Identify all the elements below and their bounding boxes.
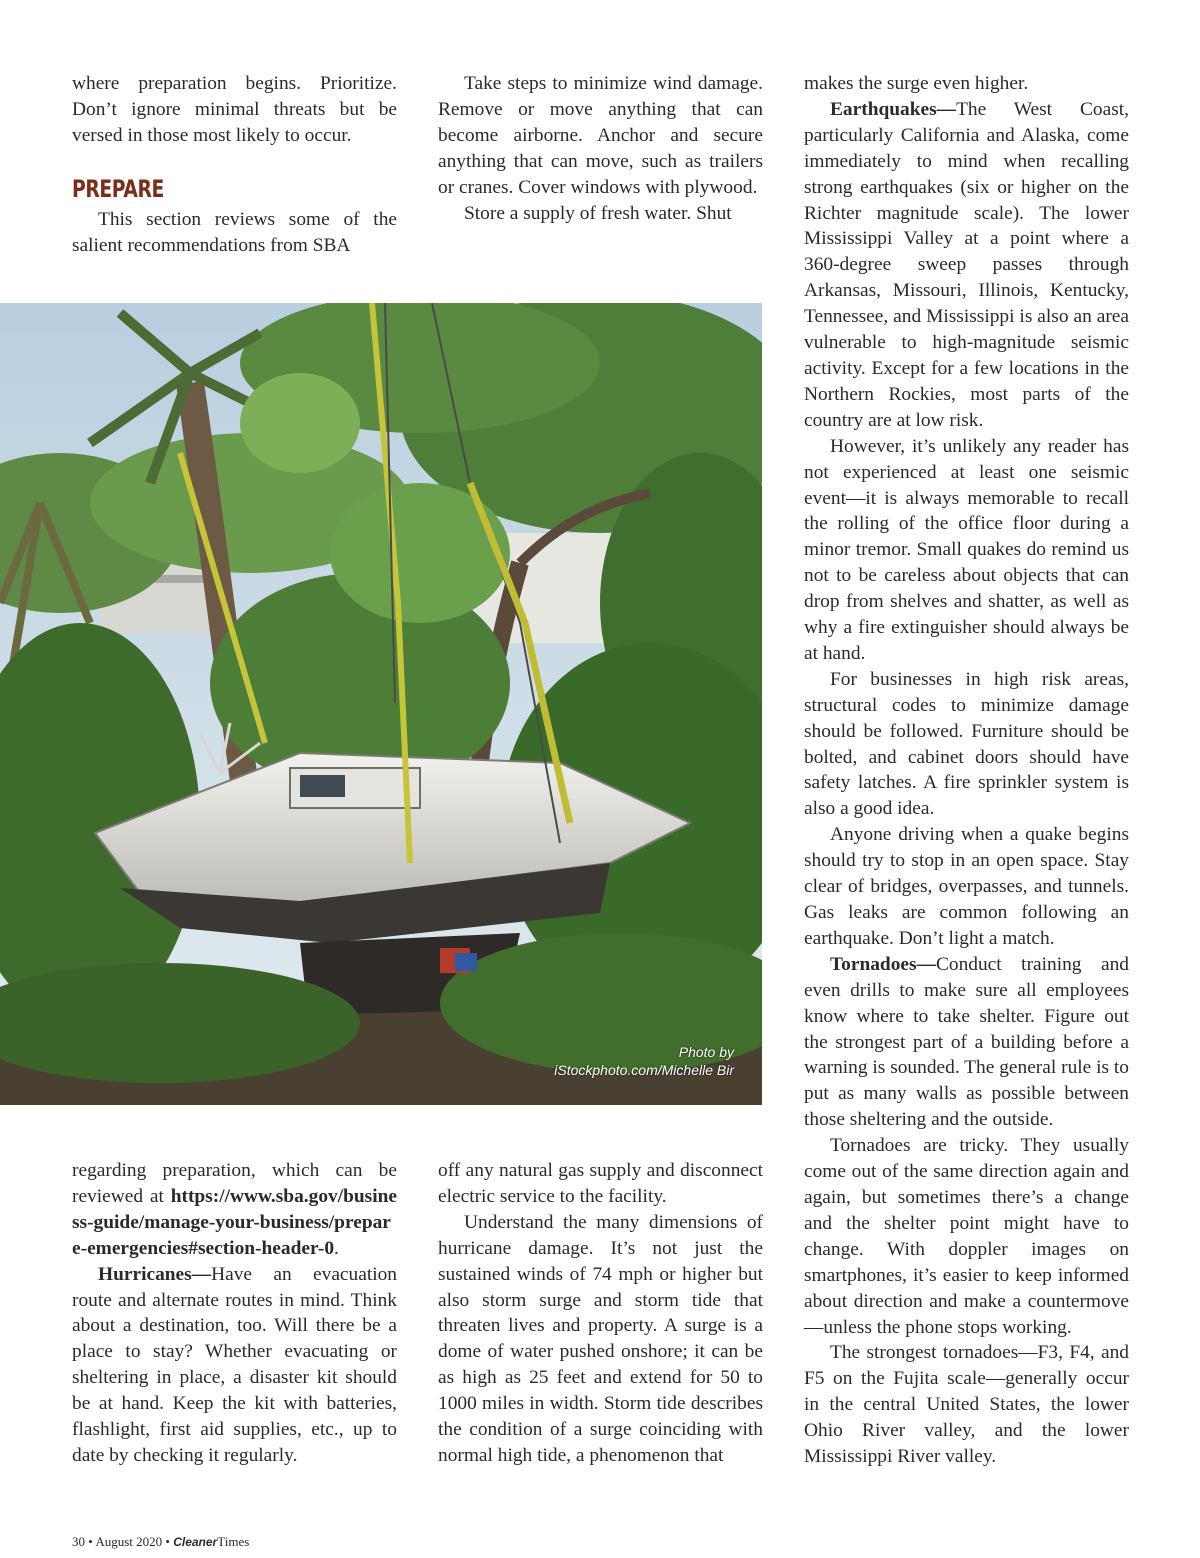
run-in-heading-earthquakes: Earthquakes— xyxy=(830,98,957,120)
text: Have an evacuation route and alternate routes in mind. Think about a destination, too. Will there be a place to stay? Whether evacuating or sheltering in place, a disaster kit should be at hand. Keep the kit with batteries, flashlight, first aid supplies, etc., up to date by checking it regularly. xyxy=(72,1263,397,1466)
column-2-top xyxy=(438,71,763,226)
paragraph: makes the surge even higher. xyxy=(804,73,1029,94)
paragraph: where preparation begins. Prioritize. Don’t ignore minimal threats but be versed in those most likely to occur. xyxy=(72,73,397,146)
paragraph: The strongest tornadoes—F3, F4, and F5 on the Fujita scale—generally occur in the central United States, the lower Ohio River valley, and the lower Mississippi River valley. xyxy=(804,1342,1129,1468)
paragraph: Take steps to minimize wind damage. Remove or move anything that can become airborne. Anchor and secure anything that can move, such as trailers or cranes. Cover windows with plywood. xyxy=(438,73,763,198)
photo-stranded-sailboat xyxy=(0,303,762,1105)
photo-credit-line-2: iStockphoto.com/Michelle Bir xyxy=(554,1062,734,1078)
paragraph: Anyone driving when a quake begins should try to stop in an open space. Stay clear of bridges, overpasses, and tunnels. Gas leaks are common following an earthquake. Don’t light a match. xyxy=(804,824,1129,949)
sba-guide-link[interactable]: https://www.sba.gov/business-guide/manage-your-business/prepare-emergencies#section-header-0 xyxy=(72,1185,397,1259)
sailboat-in-trees-illustration xyxy=(0,303,762,1105)
paragraph xyxy=(804,97,1129,434)
paragraph: However, it’s unlikely any reader has not experienced at least one seismic event—it is always memorable to recall the rolling of the office floor during a minor tremor. Small quakes do remind us not to be careless about objects that can drop from shelves and shatter, as well as why a fire extinguisher should always be at hand. xyxy=(804,435,1129,664)
column-2-bottom xyxy=(438,1158,763,1469)
page-footer xyxy=(72,1534,249,1550)
paragraph xyxy=(72,1158,397,1262)
section-heading-prepare: PREPARE xyxy=(72,174,164,203)
paragraph xyxy=(804,952,1129,1133)
paragraph xyxy=(72,1262,397,1469)
text: The West Coast, particularly California and Alaska, come immediately to mind when recalling strong earthquakes (six or higher on the Richter magnitude scale). The lower Mississippi Valley at a point where a 360-degree sweep passes through Arkansas, Missouri, Illinois, Kentucky, Tennessee, and Mississippi is also an area vulnerable to high-magnitude seismic activity. Except for a few locations in the Northern Rockies, most parts of the country are at low risk. xyxy=(804,98,1129,431)
text: regarding preparation, which can be reviewed at xyxy=(72,1160,397,1207)
photo-credit-line-1: Photo by xyxy=(678,1044,734,1060)
paragraph: For businesses in high risk areas, structural codes to minimize damage should be followed. Furniture should be bolted, and cabinet doors should have safety latches. A fire sprinkler system is also a good idea. xyxy=(804,668,1129,820)
column-1-top xyxy=(72,71,397,259)
run-in-heading-tornadoes: Tornadoes— xyxy=(830,953,936,975)
paragraph: Store a supply of fresh water. Shut xyxy=(464,202,732,224)
folio: 30 • August 2020 • xyxy=(72,1534,174,1549)
photo-credit xyxy=(554,1043,734,1079)
text: . xyxy=(334,1237,339,1259)
magazine-name-rest: Times xyxy=(217,1534,250,1549)
magazine-name-italic: Cleaner xyxy=(173,1535,218,1549)
column-1-bottom xyxy=(72,1158,397,1469)
run-in-heading-hurricanes: Hurricanes— xyxy=(98,1263,212,1285)
paragraph: This section reviews some of the salient recommendations from SBA xyxy=(72,208,397,256)
text: Conduct training and even drills to make sure all employees know where to take shelter. Figure out the strongest part of a building before a warning is sounded. The general rule is to put as many walls as possible between those sheltering and the outside. xyxy=(804,953,1129,1131)
paragraph: Understand the many dimensions of hurricane damage. It’s not just the sustained winds of 74 mph or higher but also storm surge and storm tide that threaten lives and property. A surge is a dome of water pushed onshore; it can be as high as 25 feet and extend for 50 to 1000 miles in width. Storm tide describes the condition of a surge coinciding with normal high tide, a phenomenon that xyxy=(438,1211,763,1466)
column-3 xyxy=(804,71,1129,1470)
paragraph: off any natural gas supply and disconnect electric service to the facility. xyxy=(438,1160,763,1207)
paragraph: Tornadoes are tricky. They usually come out of the same direction again and again, but sometimes there’s a change and the shelter point might have to change. With doppler images on smartphones, it’s easier to keep informed about direction and make a countermove—unless the phone stops working. xyxy=(804,1135,1129,1338)
